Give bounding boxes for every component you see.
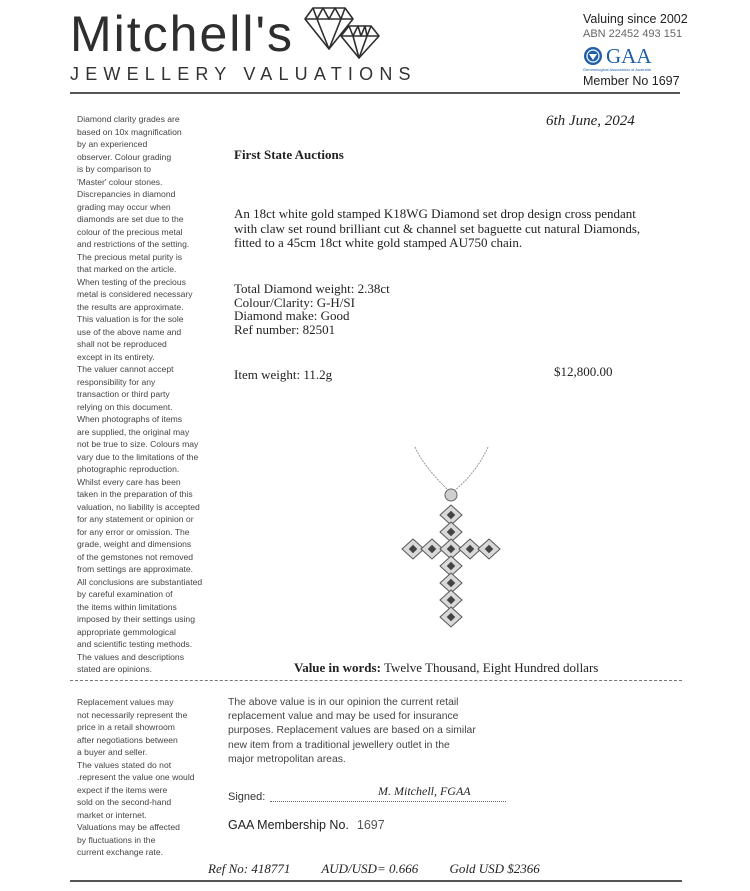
disclaimer-line: are supplied, the original may [77, 426, 190, 437]
disclaimer-line: shall not be reproduced [77, 339, 167, 349]
disclaimer-line: photographic reproduction. [77, 464, 180, 474]
spec-ref-number: Ref number: 82501 [234, 321, 336, 337]
statement-line: The above value is in our opinion the current retail [228, 697, 459, 708]
header-rule [70, 92, 680, 94]
gaa-membership [228, 818, 385, 832]
replacement-note-line: The values stated do not [77, 759, 172, 770]
disclaimer-line: and scientific testing methods. [77, 639, 193, 649]
client-name: First State Auctions [234, 147, 344, 162]
disclaimer-line: All conclusions are substantiated [77, 576, 203, 587]
value-in-words-label: Value in words: [294, 660, 381, 675]
disclaimer-line: from settings are approximate. [77, 564, 194, 574]
disclaimer-line: vary due to the limitations of the [77, 451, 199, 462]
abn: ABN 22452 493 151 [583, 28, 683, 40]
member-number: Member No 1697 [583, 74, 680, 88]
disclaimer-line: based on 10x magnification [77, 126, 182, 137]
replacement-note-line: current exchange rate. [77, 847, 163, 857]
disclaimer-line: relying on this document. [77, 401, 173, 412]
disclaimer-line: by careful examination of [77, 589, 173, 599]
disclaimer-line: When photographs of items [77, 414, 183, 424]
valuation-date: 6th June, 2024 [546, 113, 635, 129]
disclaimer-line: imposed by their settings using [77, 614, 195, 624]
footer-gold-price: Gold USD $2366 [449, 861, 540, 876]
gaa-logo-text: GAA [606, 44, 652, 68]
header-info [583, 12, 723, 89]
disclaimer-line: for any error or omission. The [77, 526, 190, 537]
disclaimer-line: appropriate gemmological [77, 626, 176, 637]
replacement-note-line: not necessarily represent the [77, 709, 188, 720]
disclaimer-line: use of the above name and [77, 326, 182, 337]
disclaimer-line: metal is considered necessary [77, 289, 193, 299]
spec-total-diamond-weight: Total Diamond weight: 2.38ct [234, 281, 390, 296]
replacement-statement [228, 696, 528, 767]
gaa-membership-label: GAA Membership No. [228, 818, 349, 832]
description-line: fitted to a 45cm 18ct white gold stamped AU750 chain. [234, 235, 523, 250]
disclaimer-text [77, 113, 237, 676]
disclaimer-line: The values and descriptions [77, 651, 185, 662]
replacement-note-line: sold on the second-hand [77, 797, 172, 807]
disclaimer-line: the items within limitations [77, 601, 177, 612]
disclaimer-line: except in its entirety. [77, 351, 155, 362]
disclaimer-line: colour of the precious metal [77, 226, 183, 237]
brand-name: Mitchell's [70, 6, 295, 62]
diamonds-icon [303, 5, 381, 59]
replacement-note-line: price in a retail showroom [77, 722, 175, 732]
disclaimer-line: The valuer cannot accept [77, 364, 174, 374]
replacement-note [77, 696, 237, 859]
disclaimer-line: responsibility for any [77, 376, 156, 387]
disclaimer-line: observer. Colour grading [77, 151, 172, 162]
disclaimer-line: Whilst every care has been [77, 476, 181, 487]
footer-ref-no: Ref No: 418771 [208, 861, 291, 876]
description-line: with claw set round brilliant cut & channel set baguette cut natural Diamonds, [234, 220, 641, 236]
replacement-note-line: by fluctuations in the [77, 834, 156, 845]
disclaimer-line: Diamond clarity grades are [77, 114, 180, 124]
spec-colour-clarity: Colour/Clarity: G-H/SI [234, 294, 355, 310]
brand-subtitle: JEWELLERY VALUATIONS [70, 64, 417, 84]
disclaimer-line: diamonds are set due to the [77, 214, 184, 224]
disclaimer-line: grade, weight and dimensions [77, 539, 192, 549]
footer-reference [208, 861, 540, 877]
disclaimer-line: transaction or third party [77, 389, 170, 399]
item-description [234, 207, 674, 251]
signature-line [228, 784, 508, 806]
disclaimer-line: and restrictions of the setting. [77, 239, 190, 249]
disclaimer-line: Discrepancies in diamond [77, 189, 176, 199]
replacement-note-line: Valuations may be affected [77, 822, 180, 832]
valuation-price: $12,800.00 [554, 364, 613, 379]
signature-dotted-line [270, 801, 506, 802]
replacement-note-line: market or internet. [77, 809, 147, 820]
disclaimer-line: valuation, no liability is accepted [77, 501, 200, 512]
disclaimer-line: is by comparison to [77, 164, 152, 174]
footer-exchange-rate: AUD/USD= 0.666 [321, 861, 419, 876]
footer-rule [70, 880, 682, 882]
disclaimer-line: that marked on the article. [77, 264, 177, 274]
gaa-logo-subtitle: Gemmological Association of Australia [583, 67, 651, 72]
description-line: An 18ct white gold stamped K18WG Diamond set drop design cross pendant [234, 206, 636, 221]
disclaimer-line: 'Master' colour stones. [77, 176, 163, 187]
disclaimer-line: of the gemstones not removed [77, 551, 194, 562]
replacement-note-line: Replacement values may [77, 697, 174, 707]
spec-diamond-make: Diamond make: Good [234, 308, 350, 323]
disclaimer-line: by an experienced [77, 139, 148, 149]
valuing-since: Valuing since 2002 [583, 12, 688, 26]
value-in-words-text: Twelve Thousand, Eight Hundred dollars [383, 660, 599, 675]
disclaimer-line: The precious metal purity is [77, 251, 183, 262]
disclaimer-line: stated are opinions. [77, 664, 153, 674]
disclaimer-line: for any statement or opinion or [77, 514, 194, 524]
signer-name: M. Mitchell, FGAA [378, 784, 471, 798]
replacement-note-line: expect if the items were [77, 784, 168, 795]
disclaimer-line: the results are approximate. [77, 301, 184, 312]
statement-line: replacement value and may be used for insurance [228, 711, 459, 723]
signed-label: Signed: [228, 791, 266, 803]
gaa-membership-number: 1697 [356, 818, 385, 832]
disclaimer-line: not be true to size. Colours may [77, 439, 199, 449]
disclaimer-line: This valuation is for the sole [77, 314, 184, 324]
replacement-note-line: after negotiations between [77, 734, 178, 745]
cross-pendant-photo [393, 445, 513, 635]
statement-line: purposes. Replacement values are based on a similar [228, 725, 476, 737]
gaa-logo [583, 45, 723, 67]
replacement-note-line: a buyer and seller. [77, 747, 148, 757]
statement-line: major metropolitan areas. [228, 753, 346, 765]
disclaimer-line: When testing of the precious [77, 276, 186, 287]
dashed-divider [70, 680, 682, 681]
replacement-note-line: .represent the value one would [77, 772, 195, 782]
item-weight: Item weight: 11.2g [234, 367, 333, 382]
disclaimer-line: taken in the preparation of this [77, 489, 193, 499]
gaa-globe-icon [583, 46, 603, 66]
disclaimer-line: grading may occur when [77, 201, 171, 212]
statement-line: new item from a traditional jewellery outlet in the [228, 739, 450, 751]
value-in-words [294, 660, 598, 676]
item-specs [234, 282, 390, 336]
